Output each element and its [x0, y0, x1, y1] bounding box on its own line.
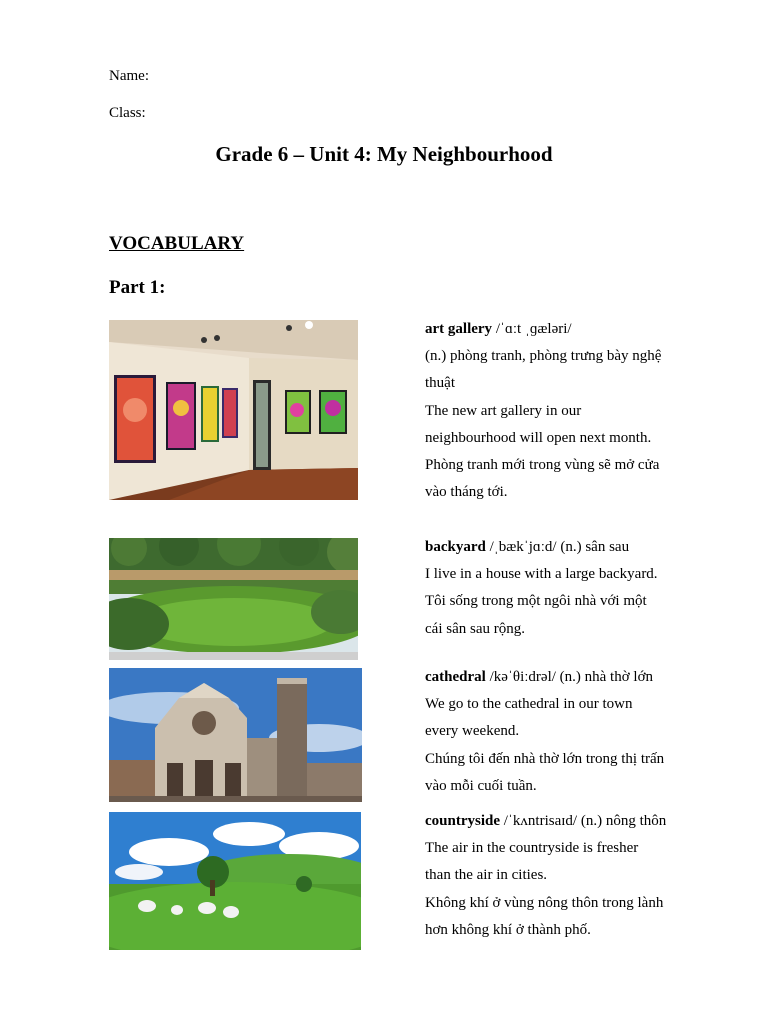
- countryside-image: [109, 812, 361, 950]
- entry-line: The air in the countryside is fresher: [425, 840, 639, 857]
- class-label: Class:: [109, 105, 146, 121]
- entry-line: Không khí ở vùng nông thôn trong lành: [425, 894, 664, 911]
- entry-line: every weekend.: [425, 723, 520, 740]
- entry-headline: [425, 664, 725, 691]
- entry-headline: [425, 316, 725, 343]
- entry-word: art gallery: [425, 321, 493, 337]
- document-title: Grade 6 – Unit 4: My Neighbourhood: [215, 142, 553, 166]
- entry-line: neighbourhood will open next month.: [425, 429, 652, 446]
- entry-line: Chúng tôi đến nhà thờ lớn trong thị trấn: [425, 750, 665, 767]
- entry-line: We go to the cathedral in our town: [425, 696, 633, 713]
- art-gallery-image: [109, 320, 358, 500]
- entry-word: countryside: [425, 813, 500, 829]
- vocab-entry-art-gallery: [425, 316, 725, 506]
- entry-line: than the air in cities.: [425, 867, 548, 884]
- entry-line: thuật: [425, 375, 455, 392]
- entry-line: (n.) phòng tranh, phòng trưng bày nghệ: [425, 348, 662, 365]
- entry-phonetic: /ˌbækˈjɑːd/ (n.) sân sau: [489, 539, 630, 555]
- name-label: Name:: [109, 68, 149, 84]
- entry-line: vào mỗi cuối tuần.: [425, 777, 537, 794]
- vocabulary-heading: VOCABULARY: [109, 233, 245, 254]
- entry-word: cathedral: [425, 669, 486, 685]
- entry-line: I live in a house with a large backyard.: [425, 566, 658, 583]
- entry-line: The new art gallery in our: [425, 402, 582, 419]
- part-heading: Part 1:: [109, 277, 166, 298]
- entry-line: hơn không khí ở thành phố.: [425, 921, 591, 938]
- vocab-entry-backyard: [425, 534, 725, 643]
- entry-phonetic: /ˈkʌntrisaɪd/ (n.) nông thôn: [503, 813, 667, 829]
- entry-headline: [425, 808, 725, 835]
- entry-line: cái sân sau rộng.: [425, 620, 525, 637]
- entry-headline: [425, 534, 725, 561]
- entry-line: vào tháng tới.: [425, 484, 508, 501]
- entry-line: Phòng tranh mới trong vùng sẽ mở cửa: [425, 457, 660, 474]
- entry-phonetic: /ˈɑːt ˌɡæləri/: [495, 321, 572, 337]
- entry-word: backyard: [425, 539, 486, 555]
- vocab-entry-countryside: [425, 808, 725, 944]
- backyard-image: [109, 538, 358, 660]
- cathedral-image: [109, 668, 362, 802]
- entry-phonetic: /kəˈθiːdrəl/ (n.) nhà thờ lớn: [489, 669, 654, 685]
- vocab-entry-cathedral: [425, 664, 725, 800]
- entry-line: Tôi sống trong một ngôi nhà với một: [425, 593, 647, 610]
